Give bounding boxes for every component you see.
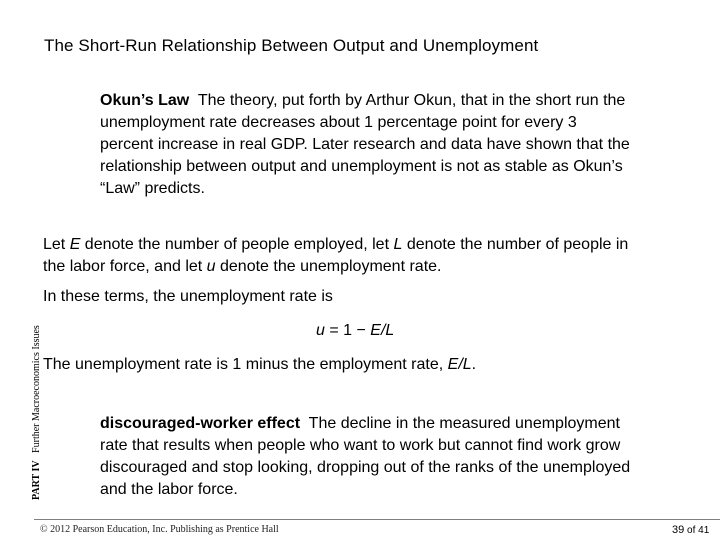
discouraged-worker-definition xyxy=(100,413,640,501)
var-u: u xyxy=(206,258,216,275)
in-these-terms-text: In these terms, the unemployment rate is xyxy=(43,288,333,305)
copyright-notice: © 2012 Pearson Education, Inc. Publishing as Prentice Hall xyxy=(40,524,279,535)
rate-el: E/L xyxy=(447,356,472,373)
page-total: of 41 xyxy=(687,525,710,536)
slide-title: The Short-Run Relationship Between Output and Unemployment xyxy=(44,36,539,55)
formula-mid: = 1 − xyxy=(324,322,371,339)
page-current: 39 xyxy=(672,524,685,536)
let-text-1: Let xyxy=(43,236,70,253)
var-l: L xyxy=(393,236,403,253)
discouraged-worker-text: The decline in the measured unemployment rate that results when people who want to work but cannot find work grow discouraged and stop looking, dropping out of the ranks of the unemployed and the labor force. xyxy=(100,415,631,498)
var-e: E xyxy=(69,236,81,253)
side-part-title: Further Macroeconomics Issues xyxy=(31,325,42,453)
okuns-law-definition xyxy=(100,90,630,200)
let-text-4: denote the unemployment rate. xyxy=(215,258,442,275)
side-part-number: PART IV xyxy=(31,460,42,500)
let-text-2: denote the number of people employed, let xyxy=(80,236,394,253)
rate-text-2: . xyxy=(471,356,477,373)
discouraged-worker-term: discouraged-worker effect xyxy=(100,415,301,432)
variable-definitions xyxy=(43,234,643,278)
okuns-law-term: Okun’s Law xyxy=(100,92,190,109)
footer-divider xyxy=(34,519,720,520)
side-part-label xyxy=(31,325,42,500)
rate-text-1: The unemployment rate is 1 minus the employment rate, xyxy=(43,356,448,373)
rate-explanation xyxy=(43,356,476,374)
formula-u: u xyxy=(316,322,325,339)
page-number xyxy=(672,524,709,536)
formula-el: E/L xyxy=(370,322,395,339)
unemployment-formula xyxy=(316,322,394,340)
let-text-3: denote the number of people in the labor force, and let xyxy=(43,236,629,275)
okuns-law-text: The theory, put forth by Arthur Okun, that in the short run the unemployment rate decreases about 1 percentage point for every 3 percent increase in real GDP. Later research and data have shown that the relationship between output and unemployment is not as stable as Okun’s “Law” predicts. xyxy=(100,92,630,197)
